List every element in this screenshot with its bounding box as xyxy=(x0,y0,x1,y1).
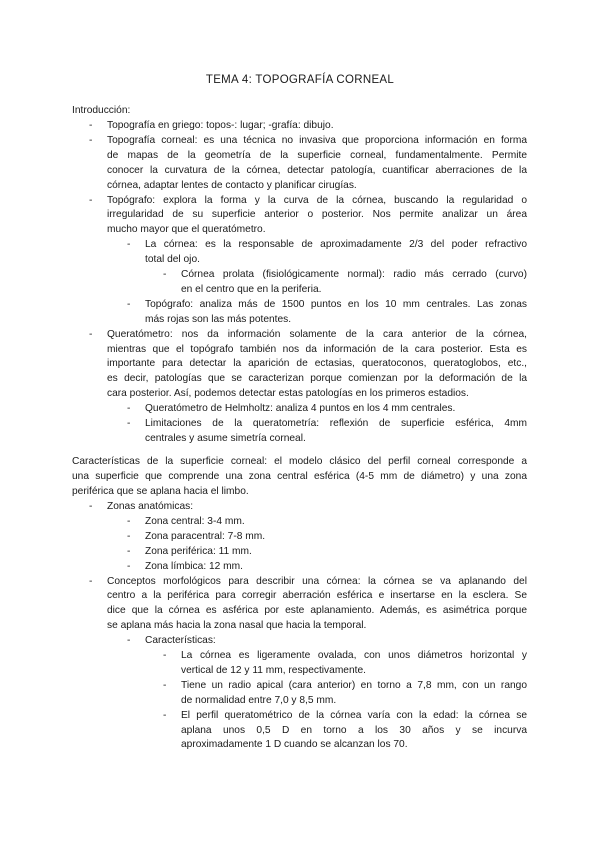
intro-item-8-bullet: - xyxy=(127,418,131,429)
features-item-5-bullet: - xyxy=(89,575,93,587)
intro-item-5-line: más rojas son las más potentes. xyxy=(145,313,292,325)
features-item-0-line: Zonas anatómicas: xyxy=(107,501,194,512)
intro-item-5-bullet: - xyxy=(127,298,131,310)
intro-item-6-bullet: - xyxy=(89,328,93,340)
intro-item-4-bullet: - xyxy=(163,269,167,280)
features-item-6-line: Características: xyxy=(145,635,216,647)
intro-item-4-line: en el centro que en la periferia. xyxy=(181,283,322,295)
intro-item-8-line: centrales y asume simetría corneal. xyxy=(145,432,306,444)
features-item-0-bullet: - xyxy=(89,501,93,512)
intro-item-0-bullet: - xyxy=(89,120,93,131)
intro-item-1-line: córnea, adaptar lentes de contacto y planificar cirugías. xyxy=(107,179,357,191)
features-item-8-line: de normalidad entre 7,0 y 8,5 mm. xyxy=(181,694,337,706)
features-item-8-line: Tiene un radio apical (cara anterior) en torno a 7,8 mm, con un rango xyxy=(181,679,527,691)
features-item-3-bullet: - xyxy=(127,545,131,557)
features-item-7-line: La córnea es ligeramente ovalada, con unos diámetros horizontal y xyxy=(181,650,527,661)
intro-item-2-line: Topógrafo: explora la forma y la curva de la córnea, buscando la regularidad o xyxy=(107,194,527,206)
intro-heading: Introducción: xyxy=(72,105,131,116)
intro-item-2-line: irregularidad de su superficie anterior o posterior. Nos permite analizar un área xyxy=(107,209,527,221)
intro-item-3-bullet: - xyxy=(127,239,131,251)
intro-item-6-line: cara posterior. Así, podemos detectar estas patologías en los primeros estadios. xyxy=(107,388,469,400)
features-item-9-line: aplana unos 0,5 D en torno a los 30 años y se incurva xyxy=(181,724,527,736)
intro-item-1-line: Topografía corneal: es una técnica no invasiva que proporciona información en forma xyxy=(107,134,527,146)
intro-item-3-line: total del ojo. xyxy=(145,254,200,266)
intro-item-6-line: importante para detectar la aparición de ectasias, queratoconos, queratoglobos, etc., xyxy=(107,358,527,370)
intro-item-7-bullet: - xyxy=(127,403,131,415)
features-item-2-line: Zona paracentral: 7-8 mm. xyxy=(145,530,266,542)
features-item-9-line: aproximadamente 1 D cuando se alcanzan los 70. xyxy=(181,739,408,751)
intro-item-1-line: conocer la curvatura de la córnea, detectar patología, cuantificar aberraciones de la xyxy=(107,164,527,176)
intro-item-1-line: de mapas de la geometría de la superficie corneal, fundamentalmente. Permite xyxy=(107,149,527,161)
page-title: TEMA 4: TOPOGRAFÍA CORNEAL xyxy=(205,74,395,86)
features-item-5-line: centro a la periférica para corregir aberración esférica e insertarse en la esclera. Se xyxy=(107,590,527,602)
intro-item-6-line: mientras que el topógrafo también nos da información de la cara posterior. Esta es xyxy=(107,343,527,355)
intro-item-2-line: mucho mayor que el queratómetro. xyxy=(107,224,266,236)
intro-item-7-line: Queratómetro de Helmholtz: analiza 4 puntos en los 4 mm centrales. xyxy=(145,403,456,415)
features-item-1-line: Zona central: 3-4 mm. xyxy=(145,515,245,527)
features-item-3-line: Zona periférica: 11 mm. xyxy=(145,545,252,557)
features-item-6-bullet: - xyxy=(127,635,131,647)
intro-item-1-bullet: - xyxy=(89,134,93,146)
intro-item-5-line: Topógrafo: analiza más de 1500 puntos en los 10 mm centrales. Las zonas xyxy=(145,298,527,310)
intro-item-3-line: La córnea: es la responsable de aproximadamente 2/3 del poder refractivo xyxy=(145,239,527,251)
features-item-7-bullet: - xyxy=(163,650,167,661)
features-item-2-bullet: - xyxy=(127,530,131,542)
features-item-9-bullet: - xyxy=(163,709,167,721)
features-item-1-bullet: - xyxy=(127,515,131,527)
intro-item-0-line: Topografía en griego: topos-: lugar; -grafía: dibujo. xyxy=(107,120,334,131)
intro-item-8-line: Limitaciones de la queratometría: reflexión de superficie esférica, 4mm xyxy=(145,418,527,429)
features-item-4-bullet: - xyxy=(127,560,131,572)
features-item-7-line: vertical de 12 y 11 mm, respectivamente. xyxy=(181,664,366,676)
features-paragraph-line: periférica que se aplana hacia el limbo. xyxy=(72,485,249,497)
features-item-9-line: El perfil queratométrico de la córnea varía con la edad: la córnea se xyxy=(181,709,527,721)
features-item-5-line: se aplana más hacia la zona nasal que hacia la temporal. xyxy=(107,620,367,632)
features-item-5-line: Conceptos morfológicos para describir una córnea: la córnea se va aplanando del xyxy=(107,575,527,587)
intro-item-6-line: es decir, patologías que se caracterizan porque comienzan por la deformación de la xyxy=(107,373,527,385)
features-item-4-line: Zona límbica: 12 mm. xyxy=(145,560,243,572)
intro-item-6-line: Queratómetro: nos da información solamente de la cara anterior de la córnea, xyxy=(107,328,527,340)
features-paragraph-line: una superficie que comprende una zona central esférica (4-5 mm de diámetro) y una zona xyxy=(72,470,527,482)
features-paragraph-line: Características de la superficie corneal: el modelo clásico del perfil corneal corresponde a xyxy=(72,456,527,467)
features-item-5-line: dice que la córnea es asférica por este aplanamiento. Además, es asimétrica porque xyxy=(107,605,527,617)
intro-item-2-bullet: - xyxy=(89,194,93,206)
intro-item-4-line: Córnea prolata (fisiológicamente normal): radio más cerrado (curvo) xyxy=(181,269,527,280)
features-item-8-bullet: - xyxy=(163,679,167,691)
